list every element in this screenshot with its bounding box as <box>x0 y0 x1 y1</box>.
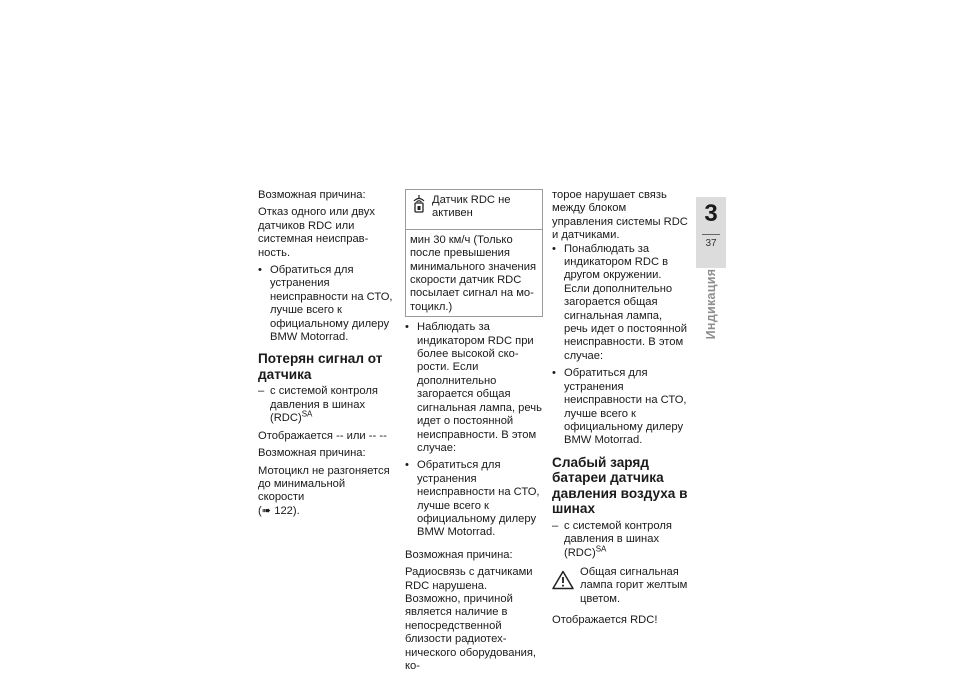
possible-cause-label: Возможная причина: <box>258 189 366 201</box>
column-2 <box>405 189 543 677</box>
possible-cause-label: Возможная причина: <box>258 447 366 460</box>
chapter-title: Индикация <box>704 268 718 340</box>
cause-text: Мотоцикл не разгоняется до минимальной скорости (➠ 122). <box>258 464 390 517</box>
chapter-number: 3 <box>704 200 718 227</box>
chapter-divider <box>702 234 720 235</box>
display-line: Отображается -- или -- -- <box>258 429 387 442</box>
dash-text: с системой контроля давления в шинах (RDC) <box>270 385 378 425</box>
dash-item <box>258 385 394 425</box>
column-1 <box>258 189 394 522</box>
page-number: 37 <box>705 238 717 249</box>
info-box <box>405 189 543 317</box>
section-heading-battery: Слабый заряд батареи датчика давления воздуха в шинах <box>552 454 688 517</box>
bullet-item: • Наблюдать за индикатором RDC при более высокой скорости. Если дополнительно загорается общая сигнальная лампа, речь идет о постоянной неисправности. В этом случае: <box>405 321 543 455</box>
sa-superscript: SA <box>595 543 607 553</box>
cause-text: Радиосвязь с датчиками RDC нарушена. Возможно, причиной является наличие в непосредственной близости радиотехнического оборудования, ко- <box>405 566 537 672</box>
column-3 <box>552 189 688 632</box>
display-line: Отображается RDC! <box>552 614 658 627</box>
page-reference: 122). <box>271 504 300 517</box>
chapter-tab <box>696 197 726 268</box>
info-box-title: Датчик RDC не активен <box>432 194 511 220</box>
bullet-item: • Обратиться для устранения неисправности на СТО, лучше всего к официальному дилеру BMW Motorrad. <box>258 264 394 344</box>
bullet-item: • Обратиться для устранения неисправности на СТО, лучше всего к официальному дилеру BMW Motorrad. <box>405 459 543 539</box>
tire-sensor-icon <box>410 194 428 214</box>
bullet-item: • Обратиться для устранения неисправности на СТО, лучше всего к официальному дилеру BMW Motorrad. <box>552 367 688 447</box>
bullet-item: • Понаблюдать за индикатором RDC в другом окружении. Если дополнительно загорается общая сигнальная лампа, речь идет о постоянной неисправности. В этом случае: <box>552 243 688 364</box>
info-box-body: мин 30 км/ч (Только после превышения минимального значения скорости датчик RDC посылает сигнал на мотоцикл.) <box>410 233 537 313</box>
dash-item <box>552 520 688 560</box>
warning-triangle-icon <box>552 570 574 590</box>
dash-text: с системой контроля давления в шинах (RDC) <box>564 519 672 559</box>
possible-cause-label: Возможная причина: <box>405 548 513 561</box>
cause-text: Отказ одного или двух датчиков RDC или системная неисправность. <box>258 206 375 259</box>
continuation-text: торое нарушает связь между блоком управления системы RDC и датчиками. <box>552 189 688 242</box>
reference-arrow-icon: ➠ <box>261 504 272 517</box>
cause-text-body: Мотоцикл не разгоняется до минимальной скорости <box>258 464 390 504</box>
info-box-header <box>406 190 542 230</box>
section-heading-signal-lost: Потерян сигнал от датчика <box>258 351 383 382</box>
warning-text: Общая сигнальная лампа горит желтым цветом. <box>580 565 688 605</box>
warning-note <box>552 566 688 606</box>
sa-superscript: SA <box>301 409 313 419</box>
